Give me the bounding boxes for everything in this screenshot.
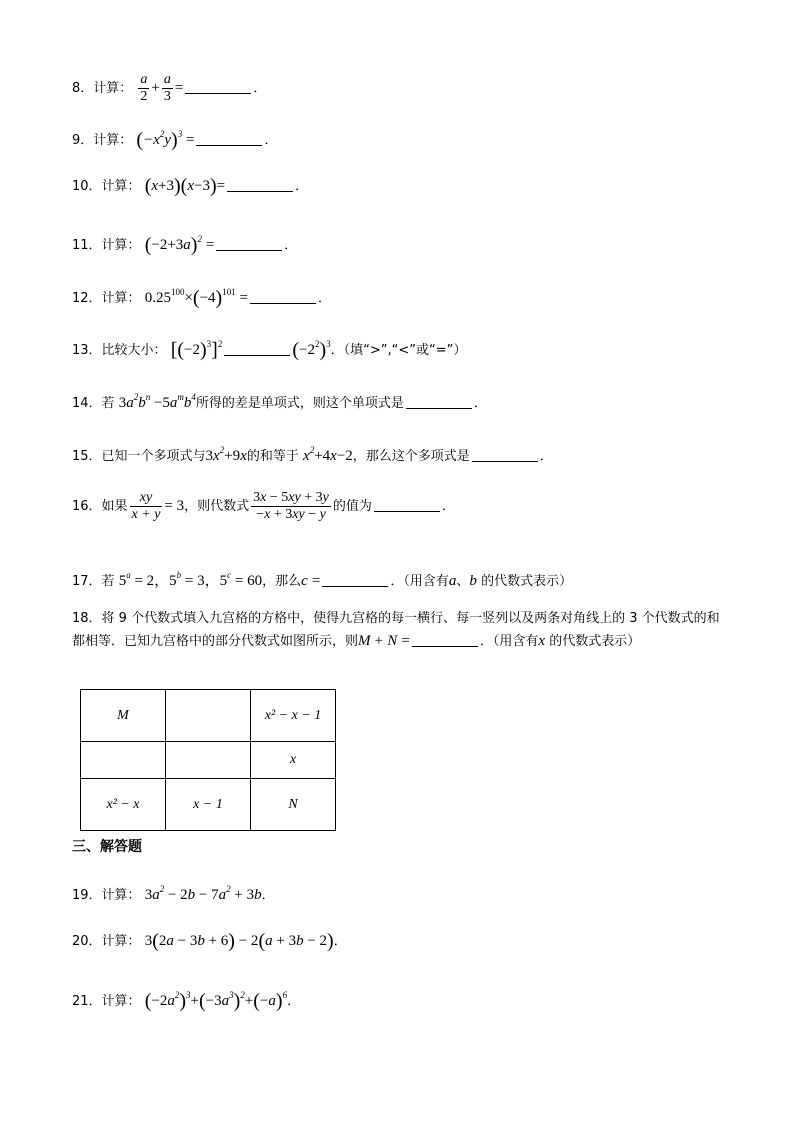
math-expression: $(-2a^2)^3+(-3a^3)^2+(-a)^6$ — [144, 990, 288, 1012]
question-9-number: 9．计算： — [72, 133, 133, 148]
question-15-number: 15．已知一个多项式与 — [72, 449, 206, 464]
question-16-number: 16．如果 — [72, 499, 128, 514]
fraction-algebraic: $\frac{3x - 5xy + 3y}{-x + 3xy - y}$ — [253, 490, 329, 522]
math-expression-1: $3x^2+9x$ — [205, 445, 247, 464]
question-11-number: 11．计算： — [72, 238, 141, 253]
question-21-number: 21．计算： — [72, 994, 141, 1009]
question-20-number: 20．计算： — [72, 934, 141, 949]
question-16: 16．如果 $\frac{xy}{x + y}$ = 3，则代数式 $\frac{3x - 5xy + 3y}{-x + 3xy - y}$ 的值为 ． — [72, 490, 455, 522]
question-13: 13．比较大小： $[(-2)^3]^2$ $(-2^2)^3$．（填“>”,“<”或“=”） — [72, 339, 467, 361]
question-13-number: 13．比较大小： — [72, 343, 167, 358]
grid-cell — [81, 742, 166, 779]
math-expression: $0.25^{100}\times(-4)^{101}$ = — [144, 287, 248, 309]
question-21: 21．计算： $(-2a^2)^3+(-3a^3)^2+(-a)^6$． — [72, 990, 301, 1012]
grid-cell — [166, 742, 251, 779]
question-17: 17．若 $5^a = 2$，$5^b = 3$，$5^c = 60$，那么c = ．（用含有a、b 的代数式表示） — [72, 570, 573, 589]
math-expression: 3(2a − 3b + 6) − 2(a + 3b − 2) — [144, 930, 334, 952]
question-19: 19．计算： $3a^2 - 2b - 7a^2 + 3b$． — [72, 884, 275, 903]
math-expression: $3a^2b^n -5a^mb^4$ — [118, 392, 196, 411]
grid-cell: M — [81, 690, 166, 742]
section-heading: 三、解答题 — [72, 839, 142, 855]
answer-blank — [472, 447, 538, 462]
answer-blank — [250, 289, 316, 304]
question-18-text: 18．将 9 个代数式填入九宫格的方格中，使得九宫格的每一横行、每一竖列以及两条对角线上的 3 个代数式的和都相等．已知九宫格中的部分代数式如图所示，则 — [72, 611, 720, 649]
answer-blank — [196, 131, 262, 146]
math-expression-right: $(-2^2)^3$ — [292, 339, 331, 361]
answer-blank — [227, 177, 293, 192]
grid-cell: x − 1 — [166, 779, 251, 831]
answer-blank — [412, 632, 478, 647]
fraction-xy-over-x-plus-y: $\frac{xy}{x + y}$ — [131, 490, 161, 522]
answer-blank — [374, 497, 440, 512]
question-9: 9．计算： $(-x^2y)^3$ = ． — [72, 129, 278, 151]
grid-cell: x² − x − 1 — [251, 690, 336, 742]
answer-blank — [185, 79, 251, 94]
question-11: 11．计算： $(-2+3a)^2$ = ． — [72, 234, 298, 256]
math-expression: (x+3)(x−3)= — [144, 175, 226, 197]
grid-cell: x — [251, 742, 336, 779]
question-12-number: 12．计算： — [72, 291, 141, 306]
fraction-a-over-3: $\frac{a}{3}$ — [163, 72, 171, 104]
question-18: 18．将 9 个代数式填入九宫格的方格中，使得九宫格的每一横行、每一竖列以及两条对角线上的 3 个代数式的和都相等．已知九宫格中的部分代数式如图所示，则M + N = ．（用含有x 的代数式表示） — [72, 611, 720, 649]
math-expression: $(-x^2y)^3$ = — [136, 129, 195, 151]
math-expression-2: $x^2+4x-2$ — [303, 445, 353, 464]
question-10: 10．计算： (x+3)(x−3)= ． — [72, 175, 309, 197]
answer-blank — [224, 341, 290, 356]
grid-cell: x² − x — [81, 779, 166, 831]
question-14: 14．若 $3a^2b^n -5a^mb^4$所得的差是单项式，则这个单项式是 ． — [72, 392, 487, 411]
grid-cell — [166, 690, 251, 742]
question-17-number: 17．若 — [72, 574, 115, 589]
fraction-a-over-2: $\frac{a}{2}$ — [140, 72, 148, 104]
question-14-number: 14．若 — [72, 396, 115, 411]
question-10-number: 10．计算： — [72, 179, 141, 194]
nine-square-grid — [80, 689, 336, 831]
math-expression: $(-2+3a)^2$ = — [144, 234, 215, 256]
answer-blank — [406, 394, 472, 409]
math-expression-left: $[(-2)^3]^2$ — [170, 339, 223, 361]
question-12: 12．计算： $0.25^{100}\times(-4)^{101}$ = ． — [72, 287, 331, 309]
question-15: 15．已知一个多项式与$3x^2+9x$的和等于 $x^2+4x-2$，那么这个多项式是 ． — [72, 445, 553, 464]
question-20: 20．计算： 3(2a − 3b + 6) − 2(a + 3b − 2)． — [72, 930, 347, 952]
answer-blank — [322, 572, 388, 587]
answer-blank — [216, 236, 282, 251]
grid-cell: N — [251, 779, 336, 831]
question-8-number: 8．计算： — [72, 81, 133, 96]
question-8: 8．计算： $\frac{a}{2}$ + $\frac{a}{3}$ = ． — [72, 72, 267, 104]
math-expression: $3a^2 - 2b - 7a^2 + 3b$ — [144, 884, 262, 903]
math-conditions: $5^a = 2$，$5^b = 3$，$5^c = 60$ — [118, 570, 263, 589]
question-19-number: 19．计算： — [72, 888, 141, 903]
